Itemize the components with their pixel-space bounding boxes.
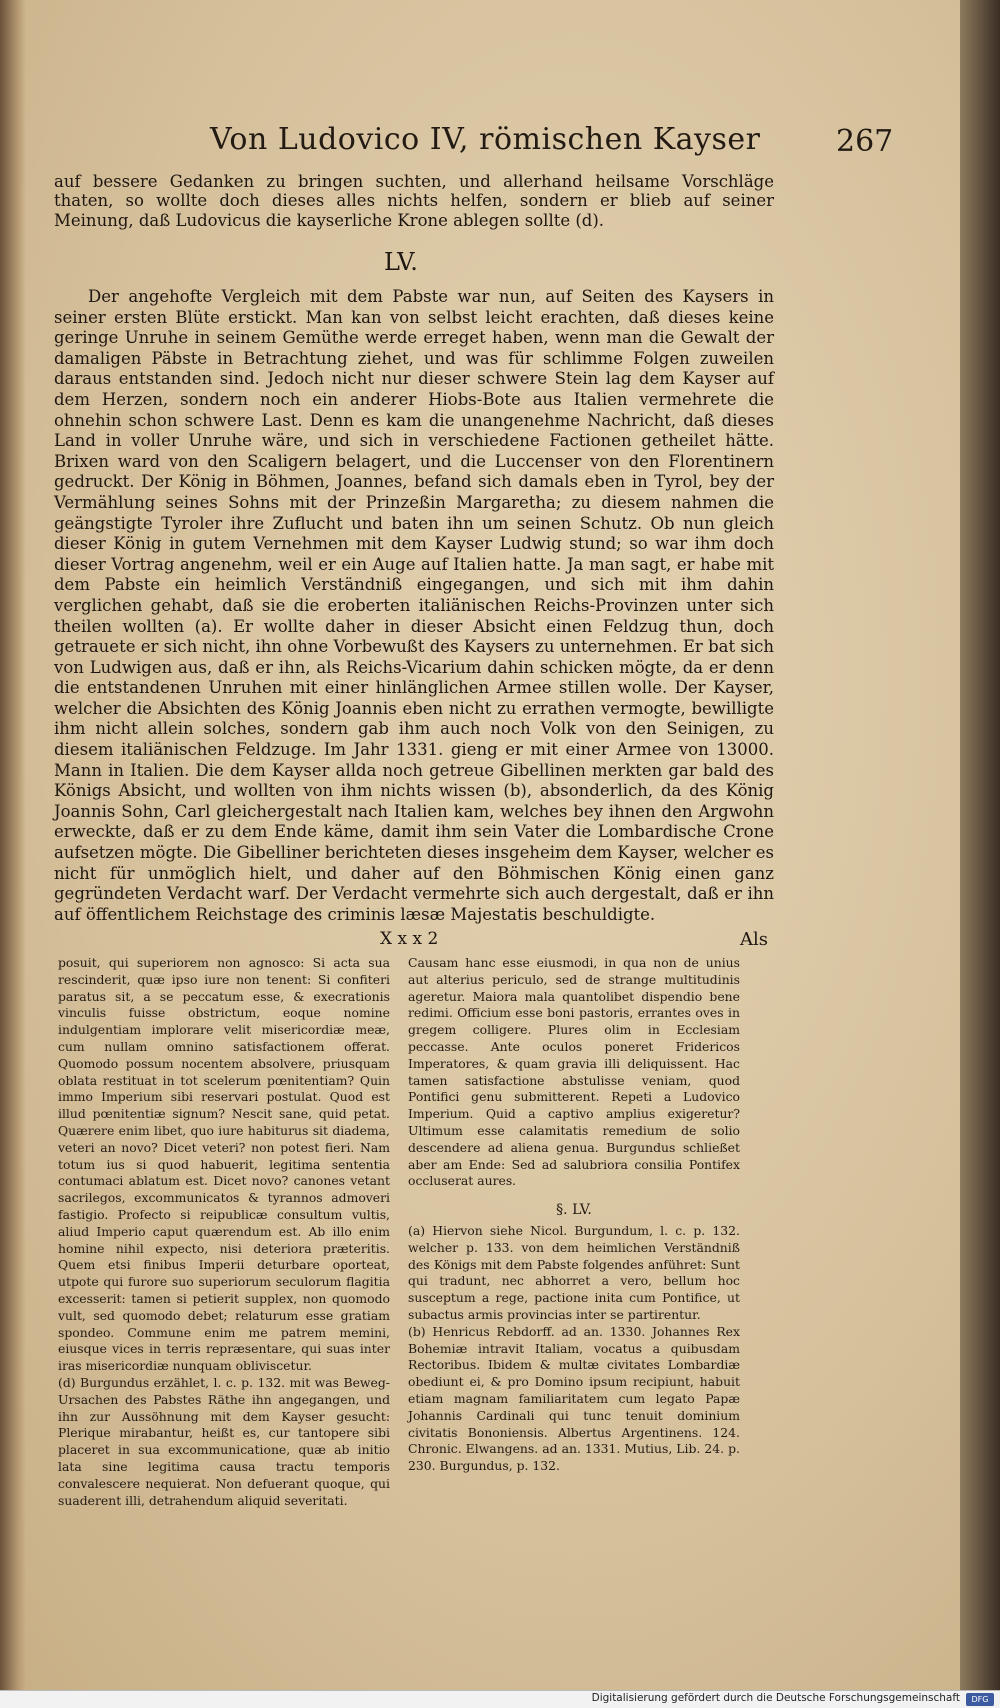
printer-signature: X x x 2 xyxy=(380,929,439,949)
footnote-latin-continuation: Causam hanc esse eiusmodi, in qua non de unius aut alterius periculo, sed de strange multitudinis ageretur. Maiora mala quantolibet dispendio bene redimi. Officium esse boni pastoris, errantes oves in gregem colligere. Plures olim in Ecclesiam peccasse. Ante oculos poneret Fridericos Imperatores, & quam gravia illi deliquissent. Hac tamen satisfactione abstulisse veniam, quod Pontifici genu submitterent. Repeti a Ludovico Imperium. Quid a captivo amplius exigeretur? Ultimum esse calamitatis remedium de solio descendere ad aliena genua. Burgundus schließet aber am Ende: Sed ad salubriora consilia Pontifex occluserat aures. xyxy=(408,955,740,1189)
footnote-a: (a) Hiervon siehe Nicol. Burgundum, l. c. p. 132. welcher p. 133. von dem heimlichen Verständniß des Königs mit dem Pabste folgendes anführet: Sunt qui tradunt, nec abhorret a vero, bellum hoc susceptum a rege, pactione inita cum Pontifice, ut subactus armis provincias inter se partirentur. xyxy=(408,1222,740,1322)
catchword: Als xyxy=(740,929,768,950)
footer-credit: Digitalisierung gefördert durch die Deutsche Forschungsgemeinschaft xyxy=(591,1692,960,1704)
footnote-b: (b) Henricus Rebdorff. ad an. 1330. Johannes Rex Bohemiæ intravit Italiam, vocatus a quibusdam Rectoribus. Ibidem & multæ civitates Lombardiæ obediunt ei, & pro Domino ipsum recipiunt, habuit etiam magnam familiaritatem cum legato Papæ Johannis Cardinali qui tunc tenuit dominium civitatis Bononiensis. Albertus Argentinens. 124. Chronic. Elwangens. ad an. 1331. Mutius, Lib. 24. p. 230. Burgundus, p. 132. xyxy=(408,1323,740,1474)
footnotes-left-column xyxy=(58,955,390,1509)
paragraph-section-lv: Der angehofte Vergleich mit dem Pabste war nun, auf Seiten des Kaysers in seiner ersten Blüte erstickt. Man kan von selbst leicht erachten, daß dieses keine geringe Unruhe in seinem Gemüthe werde erreget haben, wenn man die Gewalt der damaligen Päbste in Betrachtung ziehet, und was für schlimme Folgen zuweilen daraus entstanden sind. Jedoch nicht nur dieser schwere Stein lag dem Kayser auf dem Herzen, sondern noch ein anderer Hiobs-Bote aus Italien vermehrete die ohnehin schon schwere Last. Denn es kam die unangenehme Nachricht, daß dieses Land in voller Unruhe wäre, und sich in verschiedene Factionen getheilet hätte. Brixen ward von den Scaligern belagert, und die Luccenser von den Florentinern gedruckt. Der König in Böhmen, Joannes, befand sich damals eben in Tyrol, bey der Vermählung seines Sohns mit der Prinzeßin Margaretha; zu diesem nahmen die geängstigte Tyroler ihre Zuflucht und baten ihn um seinen Schutz. Ob nun gleich dieser König in gutem Vernehmen mit dem Kayser Ludwig stund; so war ihm doch dieser Vortrag angenehm, weil er ein Auge auf Italien hatte. Ja man sagt, er habe mit dem Pabste ein heimlich Verständniß eingegangen, und sich mit ihm dahin verglichen gehabt, daß sie die eroberten italiänischen Reichs-Provinzen unter sich theilen wollten (a). Er wollte daher in dieser Absicht einen Feldzug thun, doch getrauete er sich nicht, ihn ohne Vorbewußt des Kaysers zu unternehmen. Er bat sich von Ludwigen aus, daß er ihn, als Reichs-Vicarium dahin schicken mögte, da er denn die entstandenen Unruhen mit einer hinlänglichen Armee stillen wolle. Der Kayser, welcher die Absichten des König Joannis eben nicht zu errathen vermogte, bewilligte ihm nicht allein solches, sondern gab ihm auch noch Volk von den Seinigen, zu diesem italiänischen Feldzuge. Im Jahr 1331. gieng er mit einer Armee von 13000. Mann in Italien. Die dem Kayser allda noch getreue Gibellinen merkten gar bald des Königs Absicht, und wollten von ihm nichts wissen (b), absonderlich, da des König Joannis Sohn, Carl gleichergestalt nach Italien kam, welches bey ihnen den Argwohn erweckte, daß er zu dem Ende käme, damit ihm sein Vater die Lombardische Crone aufsetzen mögte. Die Gibelliner berichteten dieses insgeheim dem Kayser, welcher es nicht für unmöglich hielt, und daher auf den Böhmischen König einen ganz gegründeten Verdacht warf. Der Verdacht vermehrte sich auch dergestalt, daß er ihn auf öffentlichem Reichstage des criminis læsæ Majestatis beschuldigte. xyxy=(54,287,774,924)
running-title: Von Ludovico IV, römischen Kayser xyxy=(210,122,761,157)
main-text-continuation xyxy=(54,172,774,230)
section-heading: LV. xyxy=(384,248,418,276)
footnote-section-heading: §. LV. xyxy=(556,1202,592,1219)
page-number: 267 xyxy=(836,124,894,159)
footnotes-right-column xyxy=(408,955,740,1475)
paragraph-continuation: auf bessere Gedanken zu bringen suchten, und allerhand heilsame Vorschläge thaten, so wollte doch dieses alles nichts helfen, sondern er blieb auf seiner Meinung, daß Ludovicus die kayserliche Krone ablegen sollte (d). xyxy=(54,172,774,230)
book-edge xyxy=(960,0,1000,1707)
main-text-body xyxy=(54,287,774,925)
footnote-latin-text: posuit, qui superiorem non agnosco: Si acta sua rescinderit, quæ ipso iure non tenent: Si confiteri paratus sit, a se peccatum esse, & execrationis vinculis fuisse obstrictum, eoque nomine indulgentiam implorare velit misericordiæ meæ, cum nullam omnino satisfactionem offerat. Quomodo possum nocentem absolvere, priusquam oblata restituat in tot scelerum pœnitentiam? Quin immo Imperium sibi reservari postulat. Quod est illud pœnitentiæ signum? Nescit sane, quid petat. Quærere enim libet, quo iure habiturus sit diadema, veteri an novo? Dicet veteri? non potest fieri. Nam totum ius si quod habuerit, legitima sententia contumaci ablatum est. Dicet novo? canones vetant sacrilegos, excommunicatos & tyrannos admoveri fastigio. Profecto si reipublicæ consultum vultis, aliud Imperio caput quærendum est. Ab illo enim homine nihil expecto, nisi deteriora præteritis. Quem etsi finibus Imperii deturbare oporteat, utpote qui furore suo superiorum seculorum flagitia excesserit: tamen si petierit supplex, non quomodo vult, sed quomodo debet; relaturum esse gratiam spondeo. Commune enim me patrem memini, eiusque vices in terris repræsentare, qui suas inter iras misericordiæ nunquam obliviscetur. xyxy=(58,955,390,1374)
footnote-d: (d) Burgundus erzählet, l. c. p. 132. mit was Beweg-Ursachen des Pabstes Räthe ihn angegangen, und ihn zur Aussöhnung mit dem Kayser gesucht: Plerique mirabantur, heißt es, cur tantopere sibi placeret in sua excommunicatione, quæ ab initio lata sine legitima causa tractu temporis convalescere nequierat. Non defuerant quoque, qui suaderent illi, detrahendum aliquid severitati. xyxy=(58,1374,390,1508)
digitization-footer xyxy=(0,1690,1000,1708)
dfg-logo-icon: DFG xyxy=(966,1693,994,1706)
page-gutter-shadow xyxy=(0,0,26,1690)
